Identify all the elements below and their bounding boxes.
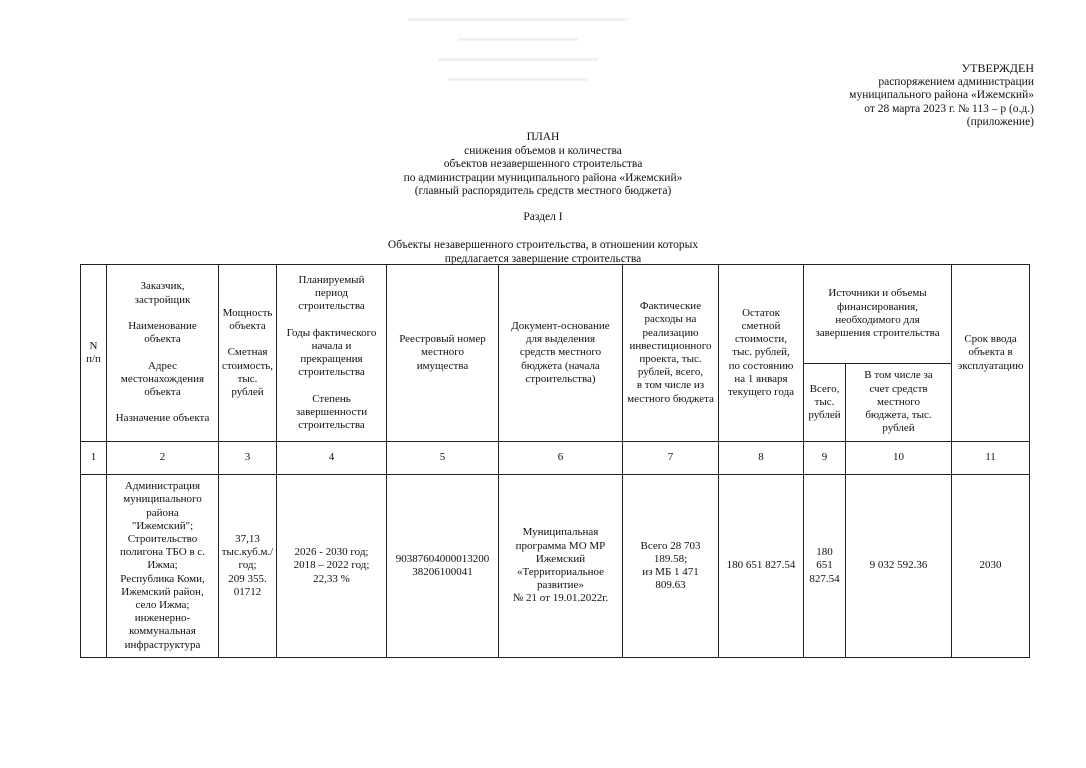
cell-remaining-cost: 180 651 827.54: [719, 475, 804, 658]
plan-subtitle: снижения объемов и количества: [464, 144, 622, 157]
column-number: 8: [719, 442, 804, 475]
plan-subtitle: (главный распорядитель средств местного бюджета): [414, 185, 672, 198]
column-number: 9: [804, 442, 846, 475]
header-col-4: Планируемый период строительства Годы фактического начала и прекращения строительства Степень завершенности строительства: [277, 265, 387, 442]
cell-capacity-cost: 37,13 тыс.куб.м./ год; 209 355. 01712: [219, 475, 277, 658]
header-col-1: N п/п: [81, 265, 107, 442]
approval-block: [774, 62, 1034, 130]
header-col-3: Мощность объекта Сметная стоимость, тыс. рублей: [219, 265, 277, 442]
cell-actual-expenses: Всего 28 703 189.58; из МБ 1 471 809.63: [623, 475, 719, 658]
header-col-9: Всего, тыс. рублей: [804, 363, 846, 441]
header-col-11: Срок ввода объекта в эксплуатацию: [952, 265, 1030, 442]
cell-customer-object: Администрация муниципального района "Ижемский"; Строительство полигона ТБО в с. Ижма; Республика Коми, Ижемский район, село Ижма; инженерно- коммунальная инфраструктура: [107, 475, 219, 658]
plan-title: ПЛАН: [526, 131, 560, 143]
header-col-8: Остаток сметной стоимости, тыс. рублей, по состоянию на 1 января текущего года: [719, 265, 804, 442]
faint-stamp-bleedthrough: [398, 10, 638, 106]
cell-number: [81, 475, 107, 658]
cell-registry-number: 90387604000013200 38206100041: [387, 475, 499, 658]
cell-commissioning-year: 2030: [952, 475, 1030, 658]
approval-line: распоряжением администрации: [878, 75, 1034, 88]
header-col-2: Заказчик, застройщик Наименование объекта Адрес местонахождения объекта Назначение объекта: [107, 265, 219, 442]
column-numbers-row: [81, 442, 1030, 475]
header-col-7: Фактические расходы на реализацию инвестиционного проекта, тыс. рублей, всего, в том числе из местного бюджета: [623, 265, 719, 442]
section-subtitle-block: [0, 239, 1086, 266]
column-number: 7: [623, 442, 719, 475]
approval-line: (приложение): [966, 116, 1034, 129]
section-subtitle: предлагается завершение строительства: [444, 252, 642, 265]
column-number: 4: [277, 442, 387, 475]
column-number: 5: [387, 442, 499, 475]
table-row: [81, 475, 1030, 658]
plan-subtitle: объектов незавершенного строительства: [443, 158, 643, 171]
table-header-row: [81, 265, 1030, 364]
plan-subtitle: по администрации муниципального района «Ижемский»: [403, 171, 683, 184]
cell-construction-period: 2026 - 2030 год; 2018 – 2022 год; 22,33 %: [277, 475, 387, 658]
cell-financing-total: 180 651 827.54: [804, 475, 846, 658]
header-financing-group: Источники и объемы финансирования, необходимого для завершения строительства: [804, 265, 952, 364]
cell-basis-document: Муниципальная программа МО МР Ижемский «Территориальное развитие» № 21 от 19.01.2022г.: [499, 475, 623, 658]
section-subtitle: Объекты незавершенного строительства, в отношении которых: [387, 239, 699, 251]
approval-label: УТВЕРЖДЕН: [961, 61, 1034, 75]
column-number: 3: [219, 442, 277, 475]
cell-financing-local: 9 032 592.36: [846, 475, 952, 658]
header-col-6: Документ-основание для выделения средств местного бюджета (начала строительства): [499, 265, 623, 442]
approval-line: от 28 марта 2023 г. № 113 – р (о.д.): [864, 102, 1034, 115]
header-col-10: В том числе за счет средств местного бюджета, тыс. рублей: [846, 363, 952, 441]
header-col-5: Реестровый номер местного имущества: [387, 265, 499, 442]
section-title: Раздел I: [523, 211, 563, 223]
column-number: 1: [81, 442, 107, 475]
column-number: 6: [499, 442, 623, 475]
column-number: 2: [107, 442, 219, 475]
column-number: 11: [952, 442, 1030, 475]
construction-objects-table: [80, 264, 1030, 658]
plan-title-block: [0, 131, 1086, 199]
approval-line: муниципального района «Ижемский»: [849, 89, 1034, 102]
column-number: 10: [846, 442, 952, 475]
